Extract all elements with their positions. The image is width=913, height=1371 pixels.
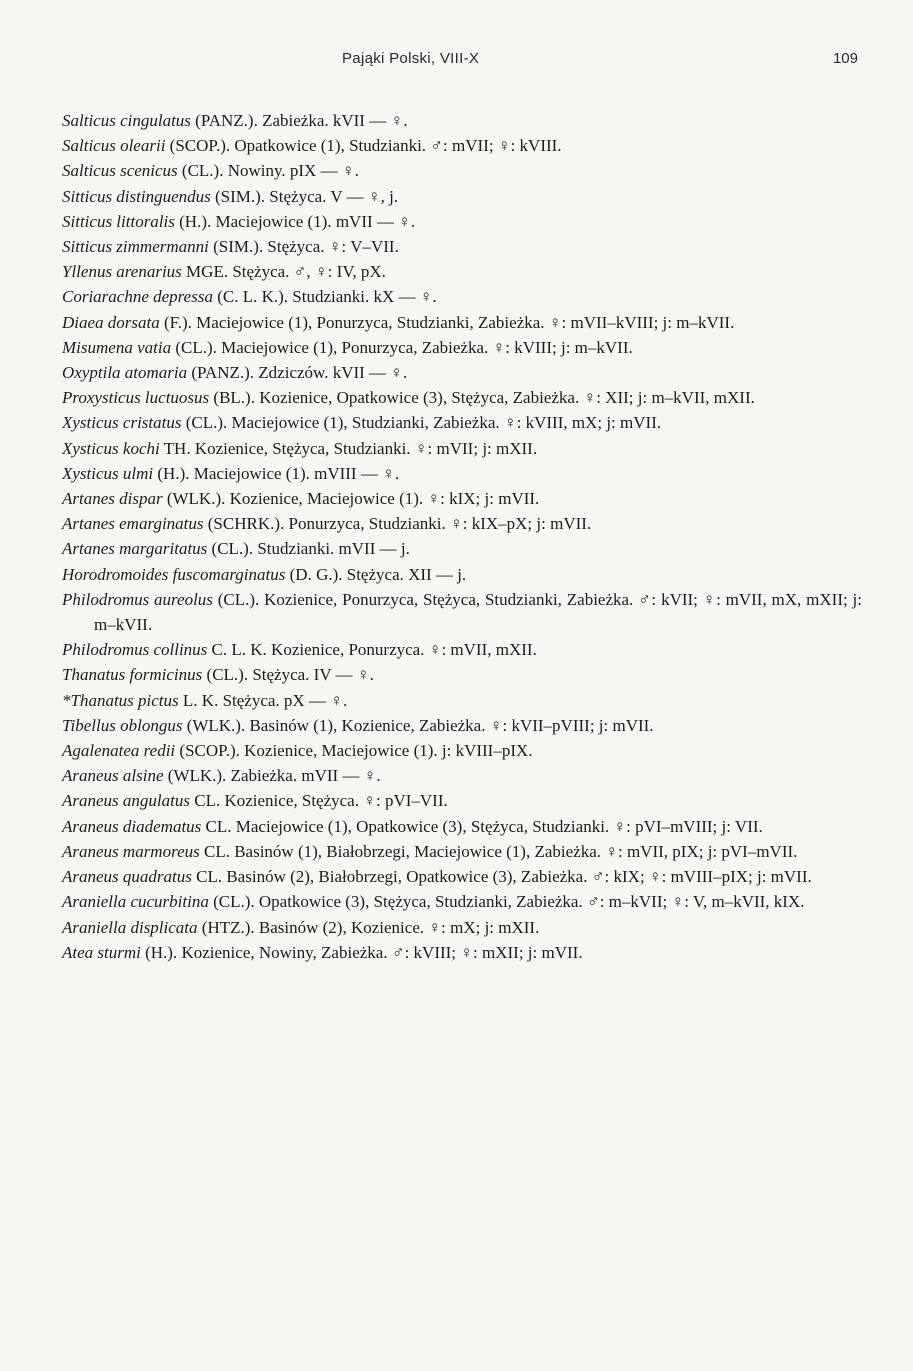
species-name: Salticus olearii	[62, 136, 166, 156]
entry-details: (CL.). Nowiny. pIX — ♀.	[177, 161, 359, 181]
species-entry	[62, 486, 862, 511]
species-name: Xysticus ulmi	[62, 463, 154, 483]
page-number: 109	[832, 50, 858, 67]
entry-details: (CL.). Maciejowice (1), Studzianki, Zabieżka. ♀: kVIII, mX; j: mVII.	[181, 413, 662, 433]
entry-details: (CL.). Opatkowice (3), Stężyca, Studzianki, Zabieżka. ♂: m–kVII; ♀: V, m–kVII, kIX.	[208, 892, 805, 912]
species-entry	[62, 410, 862, 435]
entry-details: (SCOP.). Opatkowice (1), Studzianki. ♂: mVII; ♀: kVIII.	[165, 136, 562, 156]
entry-details: (WLK.). Kozienice, Maciejowice (1). ♀: kIX; j: mVII.	[162, 489, 540, 509]
species-name: Araneus angulatus	[62, 791, 190, 811]
species-name: Atea sturmi	[62, 942, 141, 962]
species-name: Salticus scenicus	[62, 161, 178, 181]
species-name: *Thanatus pictus	[62, 690, 179, 710]
entry-details: CL. Kozienice, Stężyca. ♀: pVI–VII.	[189, 791, 448, 811]
entry-details: (PANZ.). Zdziczów. kVII — ♀.	[187, 363, 408, 383]
entry-details: C. L. K. Kozienice, Ponurzyca. ♀: mVII, mXII.	[207, 640, 537, 660]
species-entry	[62, 763, 862, 788]
species-entry	[62, 335, 862, 360]
species-name: Salticus cingulatus	[62, 111, 191, 130]
entry-details: (C. L. K.). Studzianki. kX — ♀.	[212, 287, 437, 307]
entry-details: (CL.). Kozienice, Ponurzyca, Stężyca, Studzianki, Zabieżka. ♂: kVII; ♀: mVII, mX, mXII; j: m–kVII.	[94, 589, 862, 635]
species-name: Araneus quadratus	[62, 867, 192, 887]
species-entry	[62, 788, 862, 813]
species-name: Tibellus oblongus	[62, 715, 183, 735]
species-name: Thanatus formicinus	[62, 665, 203, 685]
species-entry	[62, 864, 862, 889]
species-entry	[62, 940, 862, 965]
species-name: Yllenus arenarius	[62, 262, 182, 282]
species-name: Sitticus distinguendus	[62, 186, 211, 206]
species-name: Agalenatea redii	[62, 741, 176, 761]
species-name: Araniella displicata	[62, 917, 198, 937]
entry-details: MGE. Stężyca. ♂, ♀: IV, pX.	[181, 262, 386, 282]
species-name: Xysticus cristatus	[62, 413, 182, 433]
species-entry	[62, 562, 862, 587]
species-entry	[62, 662, 862, 687]
species-entry	[62, 738, 862, 763]
species-name: Philodromus aureolus	[62, 589, 213, 609]
entry-details: CL. Maciejowice (1), Opatkowice (3), Stężyca, Studzianki. ♀: pVI–mVIII; j: VII.	[201, 816, 763, 836]
entry-details: (PANZ.). Zabieżka. kVII — ♀.	[190, 111, 408, 130]
entry-details: (F.). Maciejowice (1), Ponurzyca, Studzianki, Zabieżka. ♀: mVII–kVIII; j: m–kVII.	[159, 312, 735, 332]
species-entry	[62, 915, 862, 940]
entry-details: (D. G.). Stężyca. XII — j.	[285, 564, 467, 584]
species-name: Coriarachne depressa	[62, 287, 213, 307]
entry-details: (SIM.). Stężyca. ♀: V–VII.	[208, 237, 399, 257]
entry-details: L. K. Stężyca. pX — ♀.	[178, 690, 348, 710]
species-name: Sitticus littoralis	[62, 211, 175, 231]
species-name: Araneus diadematus	[62, 816, 202, 836]
entry-details: CL. Basinów (1), Białobrzegi, Maciejowice (1), Zabieżka. ♀: mVII, pIX; j: pVI–mVII.	[199, 841, 798, 861]
species-entry	[62, 184, 862, 209]
species-entry	[62, 436, 862, 461]
species-name: Philodromus collinus	[62, 640, 208, 660]
page-header	[62, 50, 858, 76]
species-name: Sitticus zimmermanni	[62, 237, 209, 257]
species-entry	[62, 587, 862, 637]
species-entry	[62, 688, 862, 713]
species-entry	[62, 536, 862, 561]
species-name: Artanes margaritatus	[62, 539, 208, 559]
species-entry	[62, 839, 862, 864]
entry-details: (WLK.). Basinów (1), Kozienice, Zabieżka. ♀: kVII–pVIII; j: mVII.	[182, 715, 654, 735]
species-name: Artanes emarginatus	[62, 514, 204, 534]
species-entry	[62, 713, 862, 738]
entry-details: (H.). Kozienice, Nowiny, Zabieżka. ♂: kVIII; ♀: mXII; j: mVII.	[140, 942, 583, 962]
species-entry	[62, 385, 862, 410]
entry-details: (CL.). Maciejowice (1), Ponurzyca, Zabieżka. ♀: kVIII; j: m–kVII.	[171, 337, 633, 357]
species-entry	[62, 209, 862, 234]
species-name: Araneus marmoreus	[62, 841, 200, 861]
entry-details: CL. Basinów (2), Białobrzegi, Opatkowice (3), Zabieżka. ♂: kIX; ♀: mVIII–pIX; j: mVII.	[191, 867, 812, 887]
entry-details: (H.). Maciejowice (1). mVII — ♀.	[174, 211, 416, 231]
species-list	[62, 108, 862, 965]
species-name: Araniella cucurbitina	[62, 892, 209, 912]
species-name: Xysticus kochi	[62, 438, 160, 458]
species-name: Araneus alsine	[62, 766, 164, 786]
entry-details: (SCOP.). Kozienice, Maciejowice (1). j: kVIII–pIX.	[175, 741, 533, 761]
entry-details: (BL.). Kozienice, Opatkowice (3), Stężyca, Zabieżka. ♀: XII; j: m–kVII, mXII.	[209, 388, 755, 408]
species-entry	[62, 360, 862, 385]
species-entry	[62, 889, 862, 914]
species-entry	[62, 461, 862, 486]
species-entry	[62, 637, 862, 662]
entry-details: (HTZ.). Basinów (2), Kozienice. ♀: mX; j: mXII.	[197, 917, 540, 937]
species-entry	[62, 814, 862, 839]
species-entry	[62, 158, 862, 183]
species-entry	[62, 108, 862, 133]
species-entry	[62, 310, 862, 335]
species-entry	[62, 511, 862, 536]
entry-details: (SIM.). Stężyca. V — ♀, j.	[210, 186, 399, 206]
species-entry	[62, 133, 862, 158]
running-title: Pająki Polski, VIII-X	[342, 50, 480, 67]
species-entry	[62, 284, 862, 309]
entry-details: (CL.). Stężyca. IV — ♀.	[202, 665, 374, 685]
entry-details: (CL.). Studzianki. mVII — j.	[207, 539, 410, 559]
entry-details: TH. Kozienice, Stężyca, Studzianki. ♀: mVII; j: mXII.	[159, 438, 538, 458]
entry-details: (WLK.). Zabieżka. mVII — ♀.	[163, 766, 381, 786]
species-name: Oxyptila atomaria	[62, 363, 188, 383]
species-name: Diaea dorsata	[62, 312, 160, 332]
species-name: Horodromoides fuscomarginatus	[62, 564, 286, 584]
species-name: Proxysticus luctuosus	[62, 388, 210, 408]
entry-details: (SCHRK.). Ponurzyca, Studzianki. ♀: kIX–pX; j: mVII.	[203, 514, 592, 534]
species-name: Misumena vatia	[62, 337, 172, 357]
entry-details: (H.). Maciejowice (1). mVIII — ♀.	[153, 463, 400, 483]
species-entry	[62, 259, 862, 284]
species-entry	[62, 234, 862, 259]
species-name: Artanes dispar	[62, 489, 163, 509]
